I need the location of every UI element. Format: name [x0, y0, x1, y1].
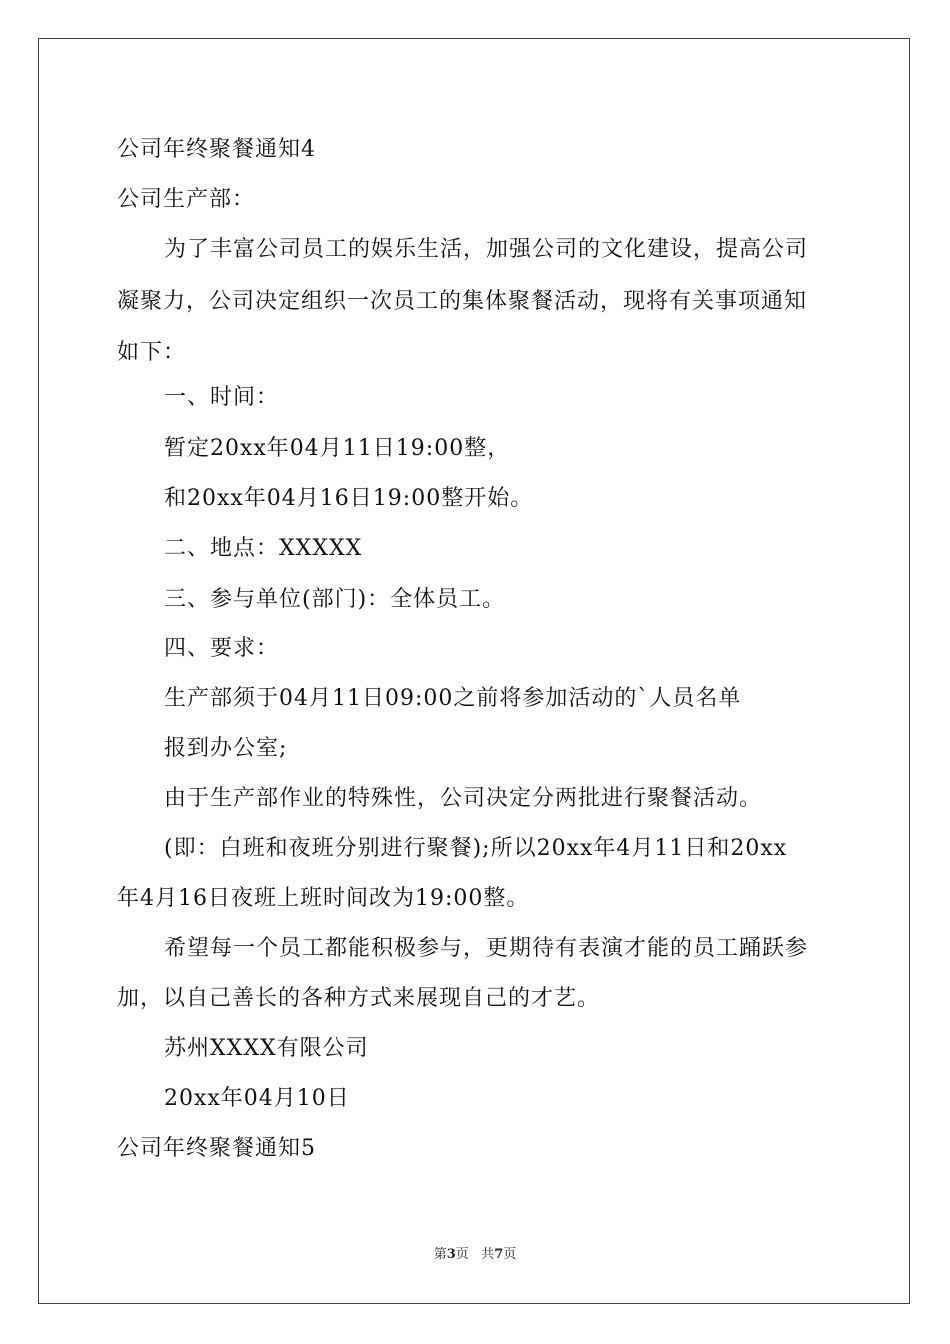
section-title: 公司年终聚餐通知4: [117, 137, 316, 162]
section-title: 公司年终聚餐通知5: [117, 1136, 316, 1161]
paragraph-line: (即：白班和夜班分别进行聚餐);所以20xx年4月11日和20xx: [164, 836, 788, 861]
paragraph-line: 由于生产部作业的特殊性，公司决定分两批进行聚餐活动。: [164, 786, 763, 811]
paragraph-line: 年4月16日夜班上班时间改为19:00整。: [117, 886, 530, 911]
paragraph-line: 为了丰富公司员工的娱乐生活，加强公司的文化建设，提高公司: [164, 237, 809, 262]
page-prefix: 第: [433, 1247, 447, 1262]
paragraph-line: 加，以自己善长的各种方式来展现自己的才艺。: [117, 986, 601, 1011]
page-footer: [0, 1246, 950, 1264]
paragraph-line: 凝聚力，公司决定组织一次员工的集体聚餐活动，现将有关事项通知: [117, 289, 808, 314]
total-pages: 7: [494, 1247, 504, 1262]
signature-company: 苏州XXXX有限公司: [164, 1036, 369, 1061]
total-suffix: 页: [503, 1247, 517, 1262]
paragraph-line: 希望每一个员工都能积极参与，更期待有表演才能的员工踊跃参: [164, 936, 809, 961]
page-number: 3: [446, 1247, 456, 1262]
signature-date: 20xx年04月10日: [164, 1086, 350, 1111]
paragraph-line: 报到办公室;: [164, 736, 288, 761]
paragraph-line: 和20xx年04月16日19:00整开始。: [164, 486, 534, 511]
paragraph-line: 暂定20xx年04月11日19:00整，: [164, 436, 511, 461]
item-heading-requirements: 四、要求：: [164, 636, 280, 661]
page-border: [38, 38, 910, 1304]
item-heading-participants: 三、参与单位(部门)：全体员工。: [164, 587, 506, 612]
paragraph-line: 生产部须于04月11日09:00之前将参加活动的`人员名单: [164, 686, 742, 711]
addressee: 公司生产部：: [117, 187, 256, 212]
paragraph-line: 如下：: [117, 340, 187, 365]
total-prefix: 共: [481, 1247, 495, 1262]
page-suffix: 页: [455, 1247, 469, 1262]
item-heading-time: 一、时间：: [164, 385, 280, 410]
item-heading-location: 二、地点：XXXXX: [164, 536, 363, 561]
